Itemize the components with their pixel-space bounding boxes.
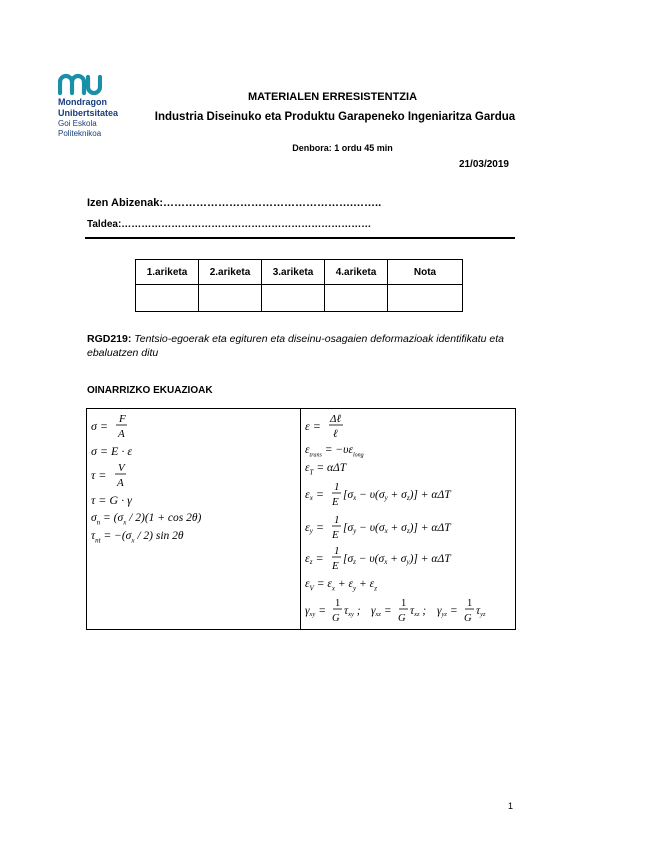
svg-text:γyz =: γyz = [437, 605, 458, 618]
eq-left-3 [91, 460, 151, 493]
eq-left-1 [91, 411, 151, 444]
svg-text:E: E [332, 496, 339, 508]
name-label: Izen Abizenak: [87, 197, 163, 209]
svg-text:εx =: εx = [305, 487, 324, 502]
eq-right-3: $\varepsilon_T = \alpha\Delta T$ [305, 462, 347, 477]
svg-text:1: 1 [467, 598, 473, 609]
svg-text:E: E [332, 560, 339, 572]
rgd-text: Tentsio-egoerak eta egituren eta diseinu-osagaien deformazioak identifikatu eta ebaluatzen ditu [87, 333, 504, 359]
score-header-nota: Nota [388, 260, 463, 285]
logo-sub-line-2: Politeknikoa [58, 129, 102, 138]
eq-shear-formula [91, 460, 151, 490]
eq-right-5 [305, 512, 465, 545]
group-label: Taldea: [87, 219, 122, 230]
logo-line-2: Unibertsitatea [58, 107, 119, 118]
svg-text:[σx − υ(σy + σz)] + αΔT: [σx − υ(σy + σz)] + αΔT [343, 489, 451, 502]
svg-text:[σy − υ(σx + σz)] + αΔT: [σy − υ(σx + σz)] + αΔT [343, 522, 451, 535]
svg-text:γxy =: γxy = [305, 605, 326, 618]
section-title: OINARRIZKO EKUAZIOAK [87, 385, 213, 396]
header-divider [85, 237, 515, 239]
logo-subtext [58, 119, 101, 139]
learning-outcome [87, 332, 517, 360]
svg-text:Δℓ: Δℓ [330, 413, 342, 425]
score-header-2: 2.ariketa [199, 260, 262, 285]
eq-right-1 [305, 411, 365, 444]
svg-text:ε =: ε = [305, 419, 321, 433]
svg-text:1: 1 [401, 598, 407, 609]
eq-left-4: τ = G · γ [91, 493, 132, 507]
logo-line-1: Mondragon [58, 97, 107, 107]
eq-left-6: $\tau_{nt} = -(\sigma_x / 2)$ sin 2θ [91, 530, 184, 545]
svg-text:G: G [464, 613, 472, 624]
svg-text:τxz ;: τxz ; [410, 605, 427, 618]
name-dots: …………………………………………….…….. [163, 197, 382, 209]
svg-text:1: 1 [334, 545, 340, 557]
document-subtitle: Industria Diseinuko eta Produktu Garapeneko Ingeniaritza Gardua [154, 111, 516, 123]
svg-text:γxz =: γxz = [371, 605, 392, 618]
score-cell-2 [199, 285, 262, 312]
svg-text:εy =: εy = [305, 520, 324, 535]
svg-text:τyz: τyz [476, 605, 486, 618]
svg-text:G: G [398, 613, 406, 624]
score-header-1: 1.ariketa [136, 260, 199, 285]
svg-text:1: 1 [334, 514, 340, 526]
logo-sub-line-1: Goi Eskola [58, 119, 97, 128]
svg-text:εz =: εz = [305, 551, 324, 566]
svg-text:τxy ;: τxy ; [344, 605, 361, 618]
eq-strain-x [305, 479, 465, 509]
eq-strain-z [305, 543, 465, 573]
eq-right-8 [305, 595, 505, 630]
eq-right-4 [305, 479, 465, 512]
svg-text:V: V [118, 462, 125, 474]
eq-stress-formula [91, 411, 151, 441]
scores-value-row [136, 285, 463, 312]
eq-right-7: $\varepsilon_V = \varepsilon_x + \varepsilon_y + \varepsilon_z$ [305, 578, 377, 593]
score-cell-nota [388, 285, 463, 312]
scores-table [135, 259, 463, 312]
eq-strain-formula [305, 411, 365, 441]
svg-text:τ =: τ = [91, 468, 107, 482]
svg-text:ℓ: ℓ [333, 428, 338, 440]
group-field [87, 219, 371, 230]
score-header-3: 3.ariketa [262, 260, 325, 285]
eq-right-6 [305, 543, 465, 576]
eq-right-2: $\varepsilon_{trans} = -\upsilon\varepsilon_{long}$ [305, 444, 364, 459]
svg-text:G: G [332, 613, 340, 624]
svg-text:A: A [117, 477, 124, 489]
score-header-4: 4.ariketa [325, 260, 388, 285]
svg-text:[σz − υ(σx + σy)] + αΔT: [σz − υ(σx + σy)] + αΔT [343, 553, 451, 566]
eq-left-5: $\sigma_n = (\sigma_x / 2)(1 + \cos 2\theta)$ [91, 512, 202, 527]
equations-divider [300, 408, 301, 630]
eq-strain-y [305, 512, 465, 542]
svg-text:E: E [332, 529, 339, 541]
svg-text:A: A [118, 428, 125, 440]
svg-text:1: 1 [334, 481, 340, 493]
exam-duration: Denbora: 1 ordu 45 min [292, 143, 393, 153]
score-cell-4 [325, 285, 388, 312]
rgd-code: RGD219: [87, 333, 132, 345]
score-cell-1 [136, 285, 199, 312]
group-dots: ………………………………………………………………… [121, 219, 372, 230]
eq-shear-strains [305, 595, 505, 627]
score-cell-3 [262, 285, 325, 312]
name-field [87, 197, 381, 209]
scores-header-row [136, 260, 463, 285]
svg-text:1: 1 [335, 598, 341, 609]
exam-date: 21/03/2019 [458, 159, 509, 170]
svg-text:σ =: σ = [91, 419, 109, 433]
svg-text:F: F [119, 413, 126, 425]
page-number: 1 [508, 801, 514, 811]
eq-left-2: σ = E · ε [91, 444, 133, 458]
document-title: MATERIALEN ERRESISTENTZIA [247, 91, 418, 103]
